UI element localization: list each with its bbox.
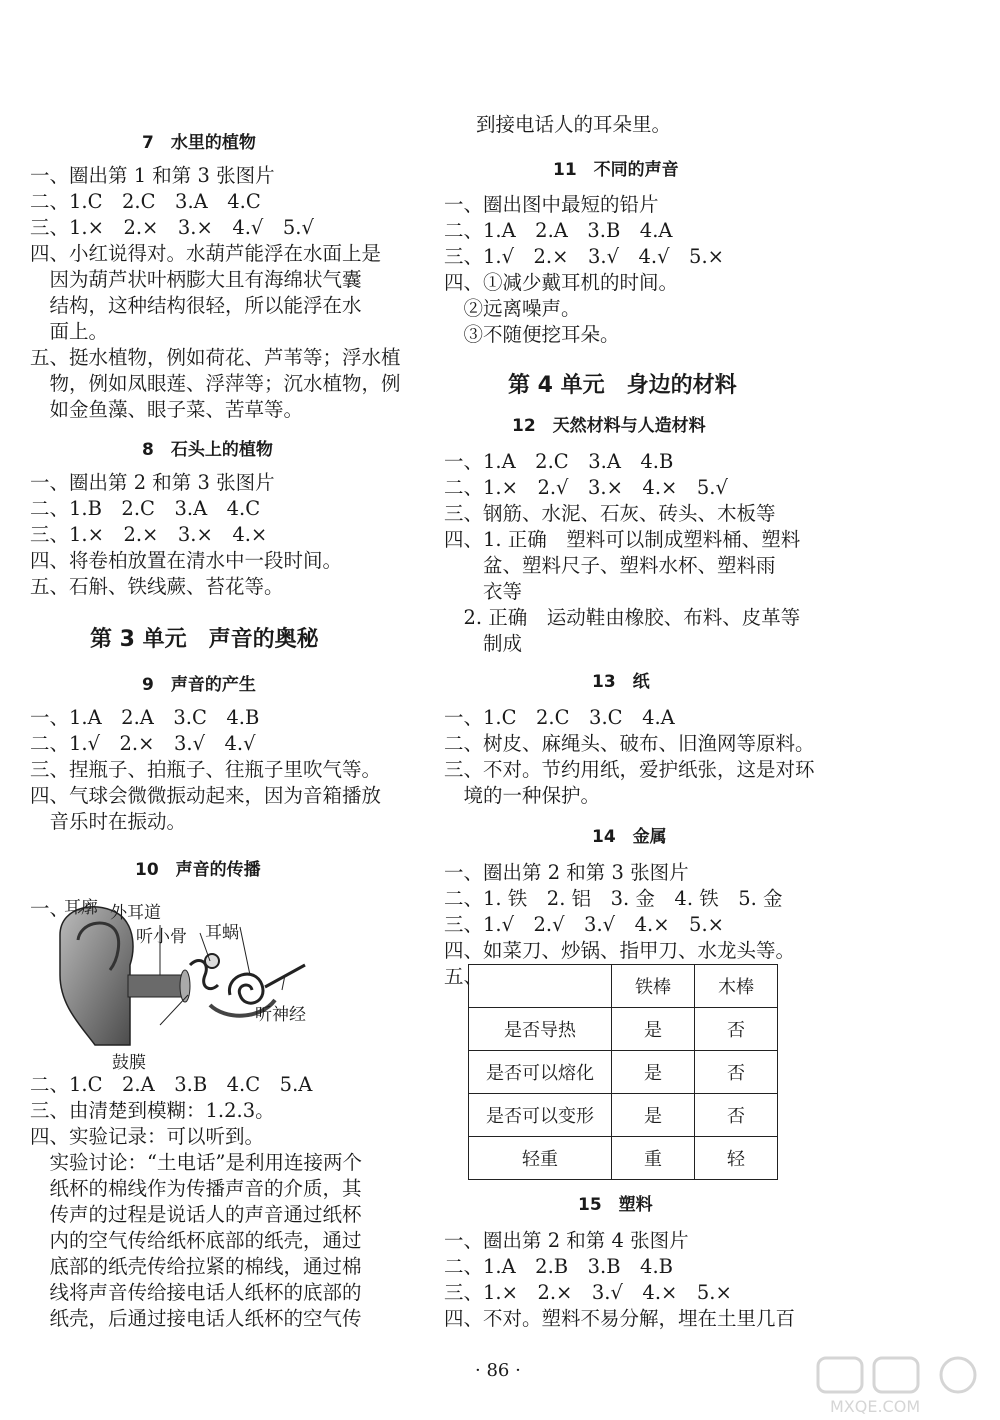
line: 一、1.C 2.C 3.C 4.A [444,706,675,729]
line: 三、钢筋、水泥、石灰、砖头、木板等 [444,502,776,525]
line: 五、石斛、铁线蕨、苔花等。 [30,575,284,598]
section-12-title: 12 天然材料与人造材料 [512,416,706,436]
table-row [469,1094,778,1137]
line: 二、树皮、麻绳头、破布、旧渔网等原料。 [444,732,815,755]
table-cell: 木棒 [695,965,778,1008]
line: 一、圈出第 2 和第 3 张图片 [444,861,689,884]
line: 三、1.√ 2.√ 3.√ 4.× 5.× [444,913,724,936]
line: 三、1.√ 2.× 3.√ 4.√ 5.× [444,245,724,268]
line: 纸杯的棉线作为传播声音的介质，其 [30,1177,362,1200]
section-15-title: 15 塑料 [578,1195,653,1215]
line: 二、1.C 2.A 3.B 4.C 5.A [30,1073,313,1096]
line: 二、1.√ 2.× 3.√ 4.√ [30,732,256,755]
line: 音乐时在振动。 [30,810,187,833]
ossicles-label: 听小骨 [136,927,187,947]
metal-comparison-table [468,964,778,1180]
table-cell: 是否可以熔化 [469,1051,612,1094]
line: 二、1.B 2.C 3.A 4.C [30,497,261,520]
line: 三、1.× 2.× 3.× 4.× [30,523,268,546]
table-cell: 轻重 [469,1137,612,1180]
line: 二、1.A 2.A 3.B 4.A [444,219,673,242]
watermark-text: MXQE.COM [830,1397,921,1416]
line: 三、不对。节约用纸，爱护纸张，这是对环 [444,758,815,781]
page-number: · 86 · [475,1360,521,1381]
line: 四、将卷柏放置在清水中一段时间。 [30,549,343,572]
line: 境的一种保护。 [444,784,601,807]
table-cell: 是 [612,1008,695,1051]
line: 因为葫芦状叶柄膨大且有海绵状气囊 [30,268,362,291]
table-row [469,1051,778,1094]
table-row [469,1008,778,1051]
auditory-nerve-label: 听神经 [255,1005,306,1025]
table-cell: 是否可以变形 [469,1094,612,1137]
line: 四、1. 正确 塑料可以制成塑料桶、塑料 [444,528,801,551]
table-cell: 是 [612,1094,695,1137]
line: 制成 [444,632,523,655]
line: 实验讨论：“土电话”是利用连接两个 [30,1151,362,1174]
line: 四、不对。塑料不易分解，埋在土里几百 [444,1307,796,1330]
unit-3-title: 第 3 单元 声音的奥秘 [90,627,319,652]
section-10-title: 10 声音的传播 [135,860,261,880]
line: 传声的过程是说话人的声音通过纸杯 [30,1203,362,1226]
watermark-logo [810,1356,990,1416]
line: 内的空气传给纸杯底部的纸壳，通过 [30,1229,362,1252]
table-header-row [469,965,778,1008]
line: 四、如菜刀、炒锅、指甲刀、水龙头等。 [444,939,796,962]
table-cell: 否 [695,1008,778,1051]
line: 四、小红说得对。水葫芦能浮在水面上是 [30,242,382,265]
line: 二、1.× 2.√ 3.× 4.× 5.√ [444,476,728,499]
line: 一、1.A 2.A 3.C 4.B [30,706,260,729]
line: 面上。 [30,320,109,343]
line: 五、挺水植物，例如荷花、芦苇等；浮水植 [30,346,401,369]
section-7-title: 7 水里的植物 [142,133,256,153]
line: 二、1.C 2.C 3.A 4.C [30,190,261,213]
line: 四、实验记录：可以听到。 [30,1125,265,1148]
line: 纸壳，后通过接电话人纸杯的空气传 [30,1307,362,1330]
line: 衣等 [444,580,523,603]
section-9-title: 9 声音的产生 [142,675,256,695]
line: 三、1.× 2.× 3.× 4.√ 5.√ [30,216,314,239]
line: ②远离噪声。 [444,297,581,320]
table-cell: 轻 [695,1137,778,1180]
table-cell: 是 [612,1051,695,1094]
auricle-shape [60,907,133,1045]
line: 一、圈出第 2 和第 3 张图片 [30,471,275,494]
line: 三、捏瓶子、拍瓶子、往瓶子里吹气等。 [30,758,382,781]
eardrum-shape [180,970,190,1002]
line: 四、气球会微微振动起来，因为音箱播放 [30,784,382,807]
table-cell: 是否导热 [469,1008,612,1051]
eardrum-label: 鼓膜 [112,1053,146,1073]
line: 盆、塑料尺子、塑料水杯、塑料雨 [444,554,776,577]
table-cell: 铁棒 [612,965,695,1008]
section-11-title: 11 不同的声音 [553,160,679,180]
line: 一、圈出第 1 和第 3 张图片 [30,164,275,187]
table-row [469,1137,778,1180]
cochlea-shape [229,974,263,1003]
line: 三、1.× 2.× 3.√ 4.× 5.× [444,1281,732,1304]
table-cell: 重 [612,1137,695,1180]
unit-4-title: 第 4 单元 身边的材料 [508,373,737,398]
section-14-title: 14 金属 [592,827,667,847]
line: 底部的纸壳传给拉紧的棉线，通过棉 [30,1255,362,1278]
line: ③不随便挖耳朵。 [444,323,620,346]
auricle-label: 耳廓 [64,898,98,918]
line: 一、圈出第 2 和第 4 张图片 [444,1229,689,1252]
line: 二、1.A 2.B 3.B 4.B [444,1255,673,1278]
line: 如金鱼藻、眼子菜、苦草等。 [30,398,304,421]
line: 三、由清楚到模糊：1.2.3。 [30,1099,275,1122]
table-cell [469,965,612,1008]
table-cell: 否 [695,1094,778,1137]
table-cell: 否 [695,1051,778,1094]
ear-illustration [50,895,310,1055]
section-8-title: 8 石头上的植物 [142,440,273,460]
line: 物，例如凤眼莲、浮萍等；沉水植物，例 [30,372,401,395]
line: 一、圈出图中最短的铅片 [444,193,659,216]
continued-line: 到接电话人的耳朵里。 [476,113,672,136]
line: 二、1. 铁 2. 铝 3. 金 4. 铁 5. 金 [444,887,783,910]
line: 一、1.A 2.C 3.A 4.B [444,450,674,473]
section-13-title: 13 纸 [592,672,650,692]
ear-canal-shape [128,975,183,997]
section-10-q1-label: 一、 [30,897,70,920]
line: 结构，这种结构很轻，所以能浮在水 [30,294,362,317]
cochlea-label: 耳蜗 [205,923,239,943]
line: 四、①减少戴耳机的时间。 [444,271,679,294]
line: 五、 [444,965,484,988]
line: 2. 正确 运动鞋由橡胶、布料、皮革等 [444,606,801,629]
line: 线将声音传给接电话人纸杯的底部的 [30,1281,362,1304]
ear-canal-label: 外耳道 [110,903,161,923]
